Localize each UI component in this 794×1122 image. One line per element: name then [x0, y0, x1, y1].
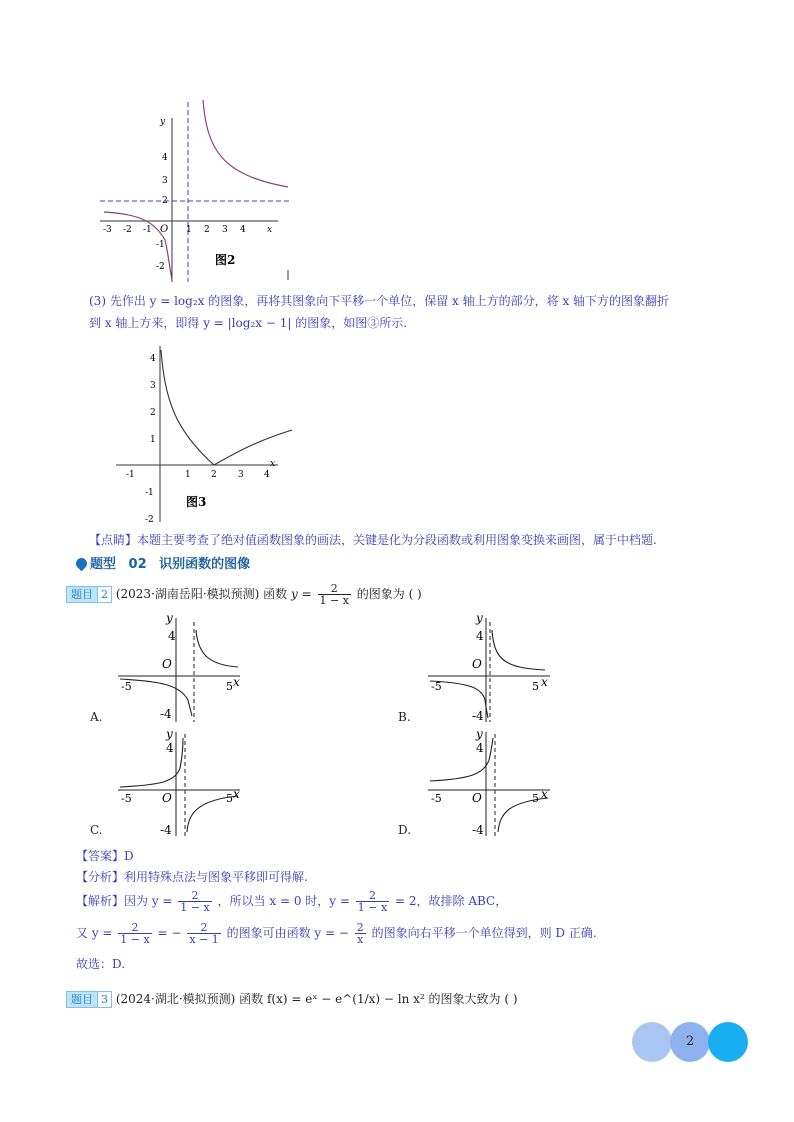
- q2-solution-line1: 【解析】因为 y = $\frac{2}{1 - x}$ ，所以当 x = 0 时，y = $\frac{2}{1 - x}$ = 2，故排除 ABC，: [76, 889, 508, 914]
- fig2-xtick: -2: [123, 225, 132, 235]
- fig3-xtick: 3: [238, 470, 244, 480]
- svg-text:4: 4: [476, 629, 484, 643]
- svg-text:-5: -5: [121, 680, 132, 693]
- option-a-graph: [112, 612, 247, 724]
- fig2-xtick: 1: [186, 225, 192, 235]
- remark: 【点睛】本题主要考查了绝对值函数图象的画法，关键是化为分段函数或利用图象变换来画图，属于中档题.: [89, 533, 657, 547]
- svg-text:x: x: [541, 787, 548, 801]
- svg-text:5: 5: [532, 792, 539, 805]
- section-number: 02: [128, 557, 147, 572]
- fig3-ytick: 1: [150, 435, 156, 445]
- fig2-y-axis-label: y: [160, 117, 166, 127]
- svg-text:y: y: [166, 612, 173, 625]
- page-number-badge: [632, 1022, 750, 1062]
- svg-text:-4: -4: [472, 709, 484, 723]
- fig3-x-axis-label: x: [270, 459, 276, 469]
- fig2-ytick: 2: [162, 196, 168, 206]
- svg-text:O: O: [472, 657, 482, 671]
- fig2-xtick: 2: [204, 225, 210, 235]
- fig2-x-tick-labels: [103, 225, 246, 235]
- fig2-y-tick-labels: [156, 153, 168, 272]
- svg-text:-4: -4: [160, 823, 172, 837]
- svg-text:O: O: [472, 791, 482, 805]
- q2-answer: 【答案】D: [76, 849, 134, 863]
- fig2-ytick: -1: [156, 240, 165, 250]
- fig2-ytick: 4: [162, 153, 168, 163]
- fig2-ytick: -2: [156, 262, 165, 272]
- option-a-label[interactable]: A.: [90, 710, 103, 724]
- figure-2: [95, 98, 295, 284]
- svg-text:4: 4: [166, 741, 174, 755]
- svg-text:4: 4: [476, 741, 484, 755]
- q3-tag: 题目: [66, 991, 98, 1008]
- q2-solution-line2: 又 y = $\frac{2}{1 - x}$ = − $\frac{2}{x - 1}$ 的图象可由函数 y = − $\frac{2}{x}$ 的图象向右平移一个单位得到，则 D 正确.: [76, 921, 597, 946]
- option-b-graph: [422, 612, 557, 724]
- step3-line2: 到 x 轴上方来，即得 y = |log₂x − 1| 的图象，如图③所示.: [89, 316, 408, 330]
- fig2-xtick: 3: [222, 225, 228, 235]
- step3-line1: (3) 先作出 y = log₂x 的图象，再将其图象向下平移一个单位，保留 x 轴上方的部分，将 x 轴下方的图象翻折: [89, 294, 670, 308]
- q2-func-y: y =: [291, 587, 312, 601]
- section-title: 题型: [90, 557, 117, 572]
- q2-frac-den: 1 − x: [319, 594, 349, 607]
- fig2-ytick: 3: [162, 176, 168, 186]
- q2-source: (2023·湖南岳阳·模拟预测) 函数: [115, 587, 288, 601]
- fig2-xtick: -1: [143, 225, 152, 235]
- fig2-xtick: 4: [240, 225, 246, 235]
- fig2-label: 图2: [215, 253, 236, 267]
- svg-text:y: y: [166, 728, 173, 741]
- figure-3: [108, 338, 300, 526]
- q2-tag: 题目: [66, 586, 98, 603]
- fig3-ytick: 4: [150, 354, 156, 364]
- svg-text:x: x: [233, 675, 240, 689]
- svg-text:5: 5: [226, 792, 233, 805]
- q3-text: (2024·湖北·模拟预测) 函数 f(x) = eˣ − e^(1/x) − ln x² 的图象大致为 ( ): [115, 992, 518, 1006]
- section-header: [76, 553, 250, 572]
- option-c-label[interactable]: C.: [90, 823, 103, 837]
- svg-text:-5: -5: [431, 680, 442, 693]
- svg-text:O: O: [162, 657, 172, 671]
- fig3-ytick: 3: [150, 381, 156, 391]
- fig3-xtick: 4: [264, 470, 270, 480]
- svg-text:5: 5: [532, 680, 539, 693]
- option-d-graph: [422, 728, 557, 840]
- svg-text:x: x: [233, 787, 240, 801]
- svg-text:O: O: [162, 791, 172, 805]
- q3-number: 3: [97, 991, 112, 1008]
- location-pin-icon: [74, 556, 90, 572]
- option-d-label[interactable]: D.: [398, 823, 412, 837]
- svg-text:5: 5: [226, 680, 233, 693]
- q2-stem: [66, 583, 422, 606]
- option-b-label[interactable]: B.: [398, 710, 411, 724]
- fig3-ytick: 2: [150, 408, 156, 418]
- fig3-xtick: 2: [211, 470, 217, 480]
- fig3-ytick: -1: [145, 488, 154, 498]
- svg-text:x: x: [541, 675, 548, 689]
- fig2-x-axis-label: x: [267, 225, 273, 235]
- svg-text:-5: -5: [121, 792, 132, 805]
- fig2-origin: O: [160, 224, 169, 235]
- svg-text:-5: -5: [431, 792, 442, 805]
- q3-stem: [66, 990, 518, 1008]
- q2-conclusion: 故选：D.: [76, 957, 126, 971]
- option-c-graph: [112, 728, 247, 840]
- section-name: 识别函数的图像: [159, 557, 251, 572]
- fig3-label: 图3: [186, 495, 207, 509]
- page-number: 2: [685, 1034, 695, 1049]
- fig3-ytick: -2: [145, 515, 154, 525]
- q2-tail: 的图象为 ( ): [356, 587, 422, 601]
- svg-text:-4: -4: [160, 707, 172, 721]
- fig3-xtick: -1: [126, 470, 135, 480]
- svg-text:y: y: [476, 612, 483, 625]
- q2-frac-num: 2: [318, 583, 351, 595]
- q2-number: 2: [97, 586, 112, 603]
- fig2-xtick: -3: [103, 225, 112, 235]
- q2-analysis: 【分析】利用特殊点法与图象平移即可得解.: [76, 870, 308, 884]
- fig3-xtick: 1: [185, 470, 191, 480]
- svg-text:y: y: [476, 728, 483, 741]
- svg-text:-4: -4: [472, 823, 484, 837]
- svg-text:4: 4: [168, 629, 176, 643]
